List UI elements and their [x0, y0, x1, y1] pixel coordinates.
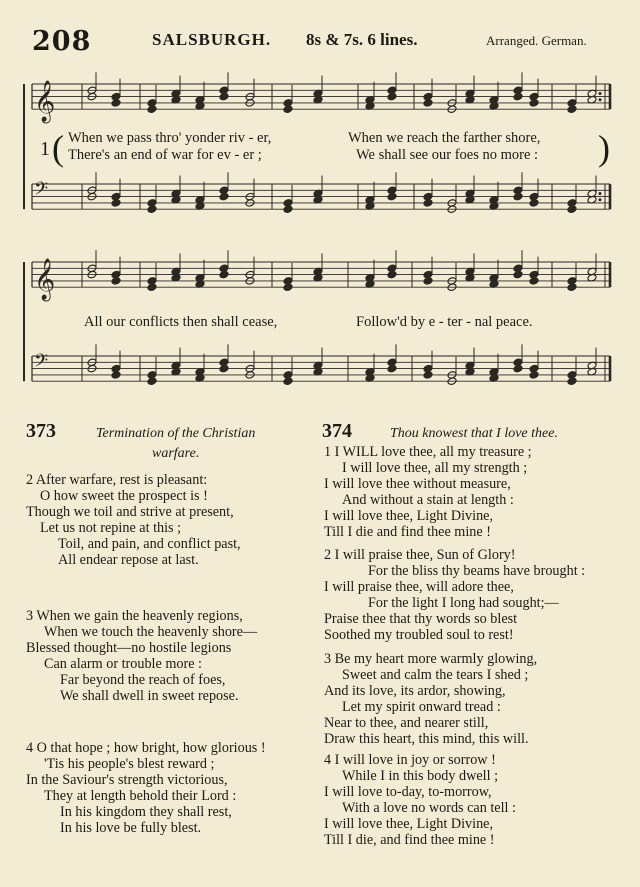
poem-line: Far beyond the reach of foes,: [60, 672, 226, 688]
hymn-374-stanza-4: [324, 752, 516, 848]
poem-line: Till I die and find thee mine !: [324, 524, 491, 540]
note-head: [219, 270, 229, 279]
poem-line: I will love thee without measure,: [324, 476, 511, 492]
note-head: [147, 205, 157, 214]
note-head: [529, 277, 539, 286]
tune-name: SALSBURGH.: [152, 30, 272, 49]
hymn-373-title-line1: Termination of the Christian: [96, 426, 256, 441]
poem-line: 4 I will love in joy or sorrow !: [324, 752, 496, 768]
note-head: [423, 99, 433, 108]
poem-line: Till I die, and find thee mine !: [324, 832, 495, 848]
poem-line: For the light I long had sought;—: [368, 595, 559, 611]
poem-line: We shall dwell in sweet repose.: [60, 688, 239, 704]
lyric-line-1a: When we pass thro' yonder riv - er,: [68, 130, 272, 146]
poem-line: Near to thee, and nearer still,: [324, 715, 489, 731]
repeat-dot: [599, 92, 602, 95]
hymn-373-stanza-2: [26, 472, 241, 568]
poem-line: Draw this heart, this mind, this will.: [324, 731, 529, 747]
note-head: [513, 270, 523, 279]
bass-clef-icon: 𝄢: [34, 179, 49, 204]
poem-line: For the bliss thy beams have brought :: [368, 563, 586, 579]
note-head: [513, 92, 523, 101]
poem-line: 1 I WILL love thee, all my treasure ;: [324, 444, 532, 460]
note-head: [423, 199, 433, 208]
note-head: [513, 364, 523, 373]
poem-line: O how sweet the prospect is !: [40, 488, 208, 504]
music-notation: [0, 0, 640, 400]
poem-line: I will love thee, all my strength ;: [342, 460, 528, 476]
lyric-line-2b: We shall see our foes no more :: [356, 147, 539, 163]
note-head: [147, 283, 157, 292]
hymn-373-number: 373: [26, 420, 56, 442]
note-head: [529, 99, 539, 108]
hymn-373-stanza-4: [26, 740, 266, 836]
hymn-374-number: 374: [322, 420, 352, 442]
lyric-line-2a: There's an end of war for ev - er ;: [68, 147, 262, 163]
poem-line: 3 When we gain the heavenly regions,: [26, 608, 243, 624]
poem-line: 'Tis his people's blest reward ;: [44, 756, 215, 772]
poem-line: Praise thee that thy words so blest: [324, 611, 518, 627]
poem-line: Toil, and pain, and conflict past,: [58, 536, 241, 552]
poem-line: I will love thee, Light Divine,: [324, 816, 494, 832]
treble-clef-icon: 𝄞: [34, 81, 56, 123]
tune-meter: 8s & 7s. 6 lines.: [306, 30, 418, 49]
bass-clef-icon: 𝄢: [34, 351, 49, 376]
poem-line: I will love to-day, to-morrow,: [324, 784, 492, 800]
poem-line: When we touch the heavenly shore—: [44, 624, 258, 640]
repeat-dot: [599, 192, 602, 195]
hymn-374-stanza-3: [324, 651, 537, 747]
hymn-374-title: Thou knowest that I love thee.: [390, 426, 558, 441]
note-head: [423, 371, 433, 380]
poem-line: In his love be fully blest.: [60, 820, 202, 836]
note-head: [111, 99, 121, 108]
note-head: [529, 371, 539, 380]
poem-line: Though we toil and strive at present,: [26, 504, 234, 520]
poem-line: With a love no words can tell :: [342, 800, 516, 816]
poem-line: Can alarm or trouble more :: [44, 656, 202, 672]
note-head: [147, 377, 157, 386]
note-head: [219, 192, 229, 201]
note-head: [147, 105, 157, 114]
poem-line: Let us not repine at this ;: [40, 520, 182, 536]
poem-line: 2 I will praise thee, Sun of Glory!: [324, 547, 516, 563]
hymn-373-title-line2: warfare.: [152, 446, 200, 461]
note-head: [567, 105, 577, 114]
poem-line: Let my spirit onward tread :: [342, 699, 501, 715]
note-head: [423, 277, 433, 286]
verse-marker: 1: [40, 138, 50, 160]
poem-line: 4 O that hope ; how bright, how glorious !: [26, 740, 266, 756]
note-head: [111, 199, 121, 208]
lyric-line-1b: When we reach the farther shore,: [348, 130, 541, 146]
note-head: [283, 377, 293, 386]
repeat-dot: [599, 98, 602, 101]
note-head: [111, 371, 121, 380]
lyric-line-3a: All our conflicts then shall cease,: [84, 314, 278, 330]
note-head: [387, 364, 397, 373]
poem-line: Soothed my troubled soul to rest!: [324, 627, 514, 643]
note-head: [283, 283, 293, 292]
note-head: [567, 205, 577, 214]
poem-line: While I in this body dwell ;: [342, 768, 499, 784]
note-head: [387, 92, 397, 101]
poem-line: In his kingdom they shall rest,: [60, 804, 232, 820]
poem-line: And its love, its ardor, showing,: [324, 683, 506, 699]
hymn-373-stanza-3: [26, 608, 257, 704]
poem-line: In the Saviour's strength victorious,: [26, 772, 228, 788]
note-head: [283, 105, 293, 114]
note-head: [387, 270, 397, 279]
note-head: [111, 277, 121, 286]
poem-line: And without a stain at length :: [342, 492, 514, 508]
note-head: [567, 377, 577, 386]
left-brace: (: [52, 128, 64, 168]
hymn-374-stanza-2: [324, 547, 585, 643]
note-head: [529, 199, 539, 208]
poem-line: Blessed thought—no hostile legions: [26, 640, 232, 656]
lyric-line-3b: Follow'd by e - ter - nal peace.: [356, 314, 533, 330]
note-head: [387, 192, 397, 201]
arranged-credit: Arranged. German.: [486, 33, 587, 48]
poem-line: Sweet and calm the tears I shed ;: [342, 667, 529, 683]
poem-line: 3 Be my heart more warmly glowing,: [324, 651, 538, 667]
poem-line: I will love thee, Light Divine,: [324, 508, 494, 524]
note-head: [219, 364, 229, 373]
poem-line: I will praise thee, will adore thee,: [324, 579, 514, 595]
note-head: [513, 192, 523, 201]
right-brace: ): [598, 128, 610, 168]
repeat-dot: [599, 198, 602, 201]
note-head: [283, 205, 293, 214]
poem-line: 2 After warfare, rest is pleasant:: [26, 472, 208, 488]
note-head: [219, 92, 229, 101]
page-number: 208: [32, 26, 92, 57]
hymn-374-stanza-1: [324, 444, 532, 540]
note-head: [567, 283, 577, 292]
poem-line: They at length behold their Lord :: [44, 788, 237, 804]
treble-clef-icon: 𝄞: [34, 259, 56, 301]
poem-line: All endear repose at last.: [58, 552, 199, 568]
